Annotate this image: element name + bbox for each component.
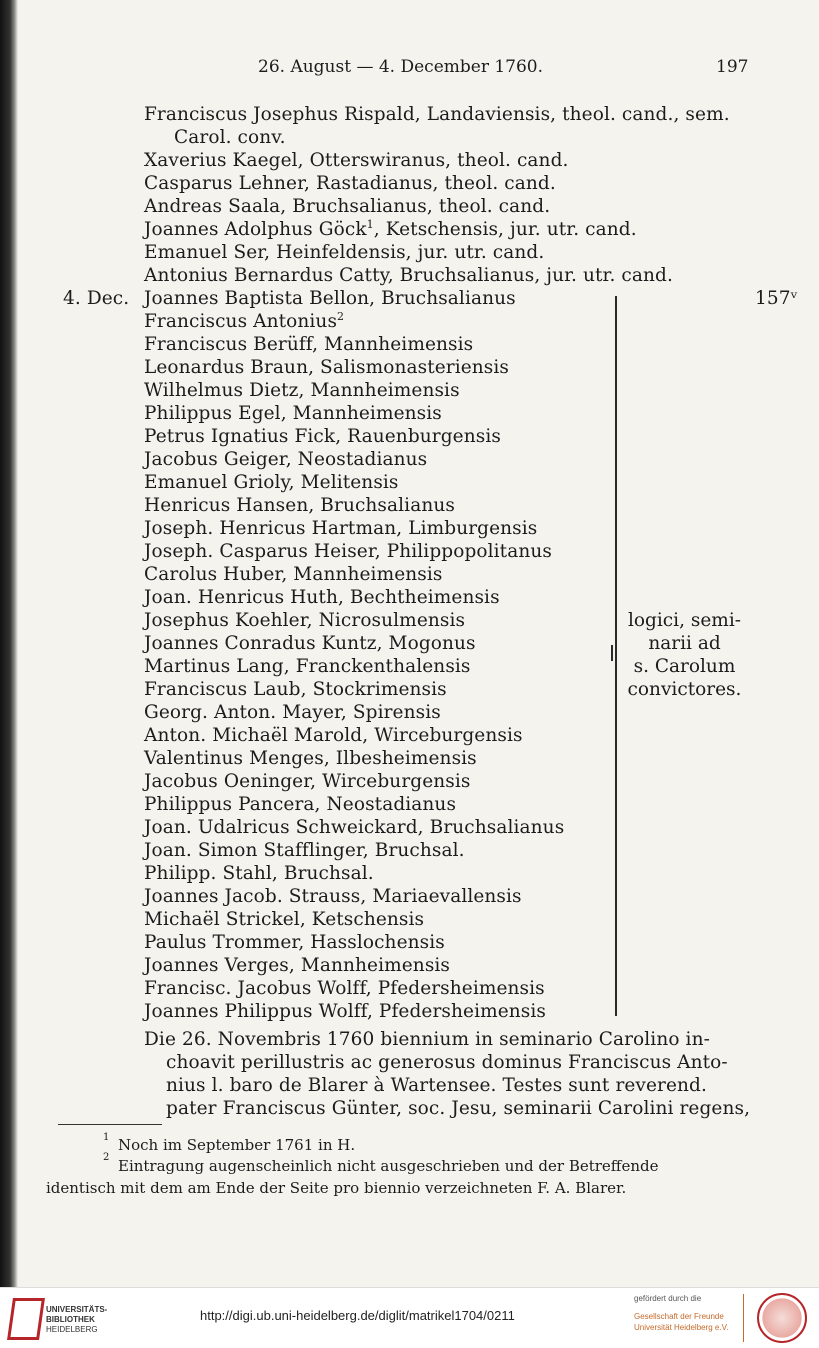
entry-line: Valentinus Menges, Ilbesheimensis	[144, 748, 477, 769]
footnote-ref: 1	[366, 217, 374, 231]
entry-line: Franciscus Berüff, Mannheimensis	[144, 334, 474, 355]
entry-line: Michaël Strickel, Ketschensis	[144, 909, 425, 930]
sponsor-label: gefördert durch die	[634, 1294, 702, 1303]
folio-margin-number: 157ᵛ	[755, 288, 798, 309]
entry-line: Emanuel Ser, Heinfeldensis, jur. utr. cand.	[144, 242, 545, 263]
entry-line: Francisc. Jacobus Wolff, Pfedersheimensis	[144, 978, 545, 999]
footnote-mark: 2	[103, 1152, 110, 1163]
sponsor-name: Gesellschaft der Freunde Universität Heidelberg e.V.	[634, 1312, 729, 1332]
grouping-brace-point	[605, 645, 613, 661]
entry-line: Joannes Adolphus Göck$^1$, Ketschensis, jur. utr. cand.	[144, 217, 637, 240]
entry-line: Georg. Anton. Mayer, Spirensis	[144, 702, 441, 723]
entry-line: Joannes Conradus Kuntz, Mogonus	[144, 633, 476, 654]
entry-line: Anton. Michaël Marold, Wirceburgensis	[144, 725, 523, 746]
footer-divider	[743, 1294, 744, 1342]
brace-note-line: narii ad	[648, 633, 721, 654]
entry-line: Martinus Lang, Franckenthalensis	[144, 656, 471, 677]
library-logo-icon	[7, 1298, 45, 1340]
book-spine-shadow	[0, 0, 18, 1287]
brace-note-line: convictores.	[627, 679, 742, 700]
entry-line: Emanuel Grioly, Melitensis	[144, 472, 399, 493]
entry-line: Joan. Simon Stafflinger, Bruchsal.	[144, 840, 465, 861]
entry-line: Jacobus Oeninger, Wirceburgensis	[144, 771, 471, 792]
paragraph-line: pater Franciscus Günter, soc. Jesu, seminarii Carolini regens,	[166, 1098, 751, 1119]
date-margin-label: 4. Dec.	[63, 288, 130, 309]
entry-line: Henricus Hansen, Bruchsalianus	[144, 495, 455, 516]
library-name: UNIVERSITÄTS-	[46, 1305, 108, 1314]
entry-line: Franciscus Antonius$^2$	[144, 309, 345, 332]
entry-line: Joseph. Casparus Heiser, Philippopolitanus	[144, 541, 552, 562]
entry-line: Carolus Huber, Mannheimensis	[144, 564, 443, 585]
entry-line: Philipp. Stahl, Bruchsal.	[144, 863, 374, 884]
entry-line: Jacobus Geiger, Neostadianus	[144, 449, 428, 470]
entry-line: Casparus Lehner, Rastadianus, theol. cand.	[144, 173, 556, 194]
entry-line: Joannes Philippus Wolff, Pfedersheimensis	[144, 1001, 546, 1022]
brace-note-line: logici, semi-	[627, 610, 741, 631]
paragraph-line: Die 26. Novembris 1760 biennium in seminario Carolino in-	[144, 1029, 710, 1050]
footnote-separator	[58, 1124, 162, 1125]
entry-line: Antonius Bernardus Catty, Bruchsalianus, jur. utr. cand.	[144, 265, 673, 286]
university-seal-icon	[757, 1293, 807, 1343]
entry-line: Andreas Saala, Bruchsalianus, theol. cand.	[144, 196, 551, 217]
entry-line: Xaverius Kaegel, Otterswiranus, theol. cand.	[144, 150, 569, 171]
viewer-footer	[0, 1287, 819, 1348]
entry-line: Joan. Henricus Huth, Bechtheimensis	[144, 587, 500, 608]
library-name: BIBLIOTHEK	[46, 1315, 95, 1324]
entry-line: Joannes Baptista Bellon, Bruchsalianus	[144, 288, 516, 309]
entry-line: Wilhelmus Dietz, Mannheimensis	[144, 380, 460, 401]
paragraph-line: nius l. baro de Blarer à Wartensee. Testes sunt reverend.	[166, 1075, 707, 1096]
running-header: 26. August — 4. December 1760.	[258, 57, 544, 77]
entry-line: Philippus Egel, Mannheimensis	[144, 403, 442, 424]
footnote-text: Eintragung augenscheinlich nicht ausgeschrieben und der Betreffende	[118, 1157, 659, 1175]
entry-line: Joannes Jacob. Strauss, Mariaevallensis	[144, 886, 522, 907]
entry-line: Petrus Ignatius Fick, Rauenburgensis	[144, 426, 501, 447]
brace-note-line: s. Carolum	[633, 656, 736, 677]
entry-line: Joseph. Henricus Hartman, Limburgensis	[144, 518, 538, 539]
footnote-mark: 1	[103, 1132, 110, 1143]
footnote-text: identisch mit dem am Ende der Seite pro biennio verzeichneten F. A. Blarer.	[46, 1179, 627, 1197]
entry-line: Leonardus Braun, Salismonasteriensis	[144, 357, 510, 378]
footnote-ref: 2	[337, 309, 345, 323]
entry-line: Carol. conv.	[174, 127, 286, 148]
permalink-url[interactable]: http://digi.ub.uni-heidelberg.de/diglit/matrikel1704/0211	[200, 1308, 515, 1323]
entry-line: Franciscus Laub, Stockrimensis	[144, 679, 447, 700]
footnote-text: Noch im September 1761 in H.	[118, 1136, 356, 1154]
page-number: 197	[716, 57, 749, 77]
entry-line: Franciscus Josephus Rispald, Landaviensis, theol. cand., sem.	[144, 104, 730, 125]
entry-line: Philippus Pancera, Neostadianus	[144, 794, 457, 815]
library-name: HEIDELBERG	[46, 1325, 98, 1334]
entry-line: Paulus Trommer, Hasslochensis	[144, 932, 445, 953]
entry-line: Joannes Verges, Mannheimensis	[144, 955, 451, 976]
paragraph-line: choavit perillustris ac generosus dominus Franciscus Anto-	[166, 1052, 728, 1073]
entry-line: Joan. Udalricus Schweickard, Bruchsalianus	[144, 817, 565, 838]
entry-line: Josephus Koehler, Nicrosulmensis	[144, 610, 466, 631]
